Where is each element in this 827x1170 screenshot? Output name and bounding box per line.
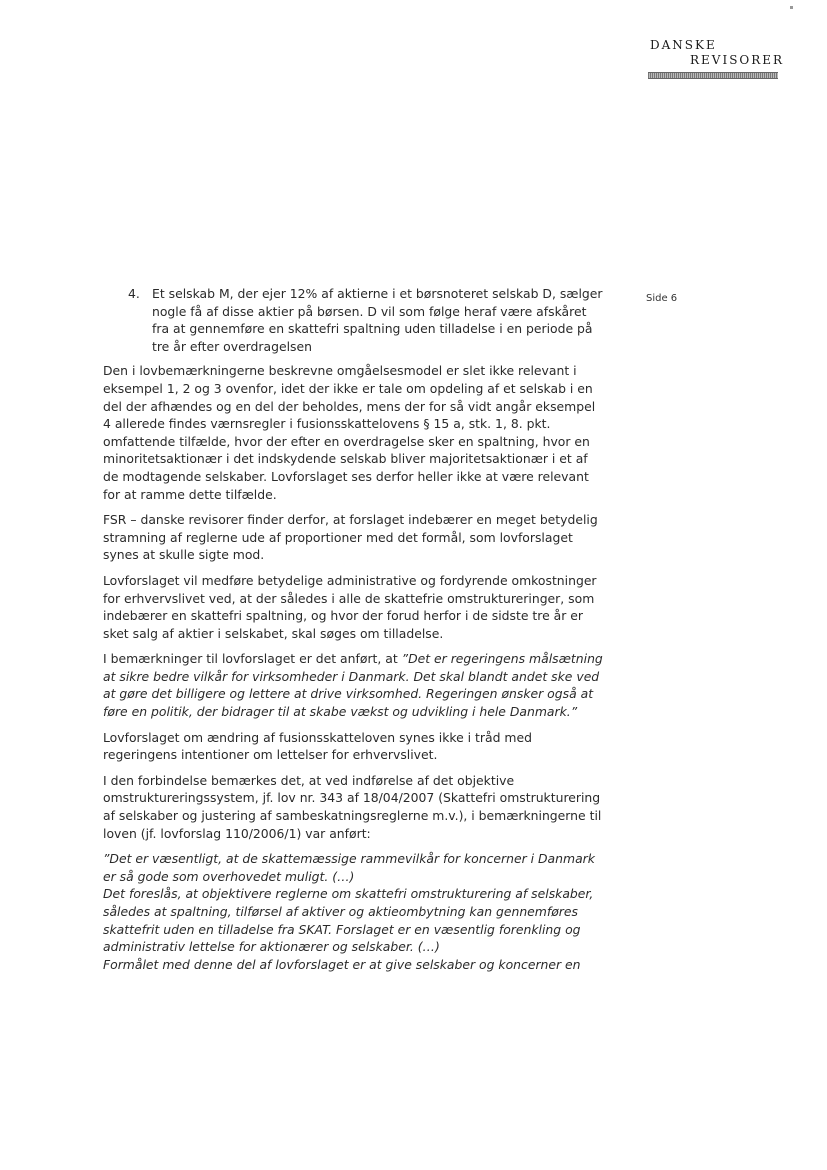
paragraph-4-quote: ”Det er regeringens målsætning at sikre bedre vilkår for virksomheder i Danmark. Det skal blandt andet ske ved at gøre det billigere og lettere at drive virksomhed. Regeringen ønsker også at føre en politik, der bidrager til at skabe vækst og udvikling i hele Danmark.”: [103, 651, 603, 720]
quote-block: [103, 850, 603, 973]
paragraph-4-text: I bemærkninger til lovforslaget er det anført, at: [103, 651, 402, 667]
danske-revisorer-logo: [648, 38, 785, 79]
logo-text-line2: REVISORER: [690, 53, 785, 67]
quote-line-1: ”Det er væsentligt, at de skattemæssige rammevilkår for koncerner i Danmark er så gode som overhovedet muligt. (…): [103, 851, 595, 884]
numbered-example: [103, 285, 603, 355]
page-number: Side 6: [646, 293, 678, 304]
quote-line-2: Det foreslås, at objektivere reglerne om skattefri omstrukturering af selskaber, således at spaltning, tilførsel af aktiver og aktieombytning kan gennemføres skattefrit uden en tilladelse fra SKAT. Forslaget er en væsentlig forenkling og administrativ lettelse for aktionærer og selskaber. (…): [103, 886, 594, 955]
list-number: 4.: [128, 286, 140, 301]
scan-mark: [790, 6, 793, 9]
logo-text-line1: DANSKE: [650, 38, 717, 52]
paragraph-3: Lovforslaget vil medføre betydelige administrative og fordyrende omkostninger for erhvervslivet ved, at der således i alle de skattefrie omstruktureringer, som indebærer en skattefri spaltning, og hvor der forud herfor i de sidste tre år er sket salg af aktier i selskabet, skal søges om tilladelse.: [103, 572, 597, 641]
list-text: Et selskab M, der ejer 12% af aktierne i et børsnoteret selskab D, sælger nogle få af disse aktier på børsen. D vil som følge heraf være afskåret fra at gennemføre en skattefri spaltning uden tilladelse i en periode på tre år efter overdragelsen: [152, 286, 603, 354]
logo-rule: [648, 72, 778, 79]
document-body: [103, 285, 603, 973]
paragraph-2: FSR – danske revisorer finder derfor, at forslaget indebærer en meget betydelig stramning af reglerne ude af proportioner med det formål, som lovforslaget synes at skulle sigte mod.: [103, 512, 598, 563]
paragraph-6: I den forbindelse bemærkes det, at ved indførelse af det objektive omstruktureringssystem, jf. lov nr. 343 af 18/04/2007 (Skattefri omstrukturering af selskaber og justering af sambeskatningsreglerne m.v.), i bemærkningerne til loven (jf. lovforslag 110/2006/1) var anført:: [103, 772, 602, 841]
quote-line-3: Formålet med denne del af lovforslaget er at give selskaber og koncerner en: [103, 956, 581, 972]
paragraph-1: Den i lovbemærkningerne beskrevne omgåelsesmodel er slet ikke relevant i eksempel 1, 2 og 3 ovenfor, idet der ikke er tale om opdeling af et selskab i en del der afhændes og en del der beholdes, mens der for så vidt angår eksempel 4 allerede findes værnsregler i fusionsskattelovens § 15 a, stk. 1, 8. pkt. omfattende tilfælde, hvor der efter en overdragelse sker en spaltning, hvor en minoritetsaktionær i det indskydende selskab bliver majoritetsaktionær i et af de modtagende selskaber. Lovforslaget ses derfor heller ikke at være relevant for at ramme dette tilfælde.: [103, 363, 596, 502]
paragraph-5: Lovforslaget om ændring af fusionsskatteloven synes ikke i tråd med regeringens intentioner om lettelser for erhvervslivet.: [103, 729, 532, 763]
paragraph-4: [103, 650, 603, 720]
